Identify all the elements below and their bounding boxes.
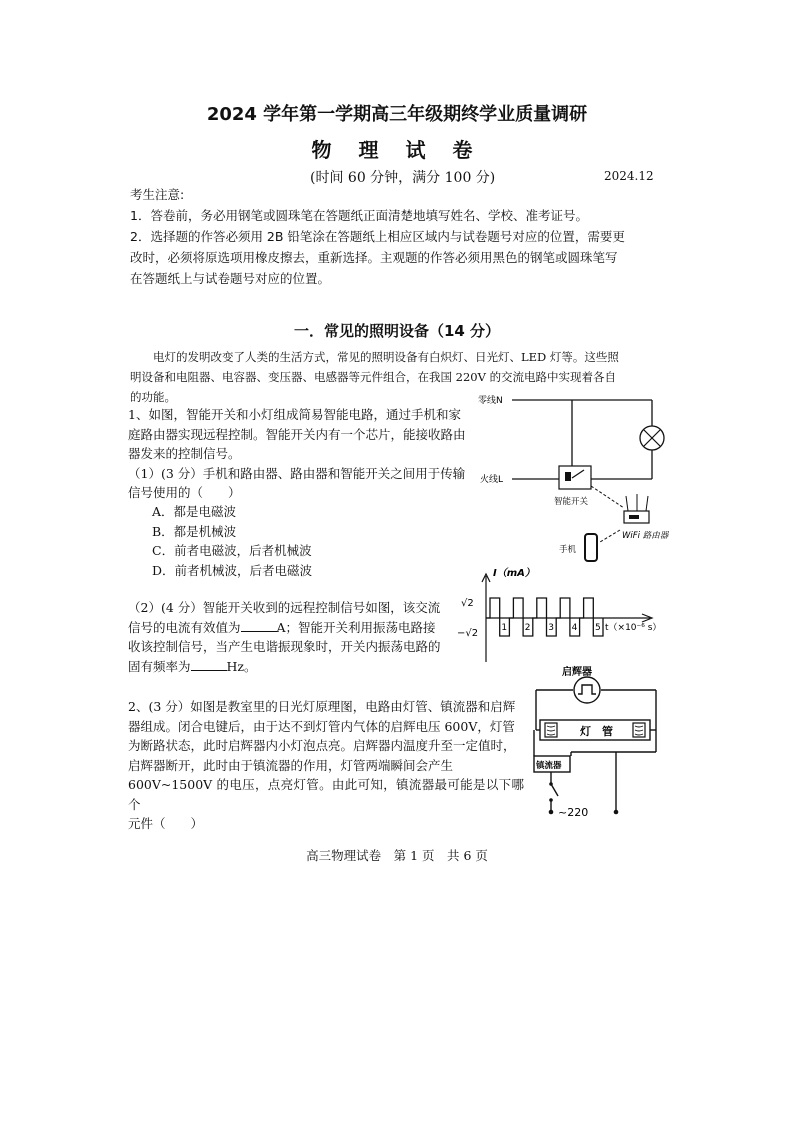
x-tick-label: 4 — [571, 623, 578, 633]
intro-line: 电灯的发明改变了人类的生活方式，常见的照明设备有白炽灯、日光灯、LED 灯等。这些照 — [153, 350, 619, 364]
control-signal-waveform — [455, 566, 680, 666]
stem-line: 1、如图，智能开关和小灯组成简易智能电路，通过手机和家 — [128, 407, 461, 422]
sub-question-2-text: 信号的电流有效值为 — [128, 619, 241, 635]
sub-question-1-cont: 信号使用的（ ） — [128, 485, 241, 500]
sub-question-2-text: 固有频率为 — [128, 658, 191, 674]
option-c[interactable]: C．前者电磁波，后者机械波 — [152, 543, 312, 558]
router-label: WiFi 路由器 — [622, 531, 669, 541]
sub-question-2-line: 收该控制信号，当产生电谐振现象时，开关内振荡电路的 — [128, 639, 441, 654]
option-b[interactable]: B．都是机械波 — [152, 523, 237, 539]
terminal-dot-right — [614, 810, 619, 815]
power-source-label: ~220 — [558, 806, 589, 819]
x-axis-label: t（×10⁻⁶ s） — [605, 623, 662, 633]
x-tick-label: 2 — [524, 623, 531, 633]
phone-label: 手机 — [559, 545, 577, 555]
terminal-dot-left — [549, 810, 554, 815]
sub-question-2-line: （2）(4 分）智能开关收到的远程控制信号如图，该交流 — [128, 600, 441, 615]
sub-question-2-text: Hz。 — [226, 658, 257, 674]
notice-line: 1．答卷前，务必用钢笔或圆珠笔在答题纸正面清楚地填写姓名、学校、准考证号。 — [130, 208, 588, 223]
q2-line: 元件（ ） — [128, 816, 204, 831]
notice-heading: 考生注意: — [130, 187, 185, 202]
x-tick-label: 3 — [548, 623, 554, 633]
phone-icon — [585, 534, 597, 561]
x-tick-label: 1 — [501, 623, 508, 633]
y-negative-label: −√2 — [457, 628, 479, 639]
y-axis-label: I（mA） — [493, 568, 535, 579]
sub-question-2-text: A；智能开关利用振荡电路接 — [276, 619, 436, 635]
starter-label: 启辉器 — [562, 667, 592, 678]
notice-line: 改时，必须将原选项用橡皮擦去，重新选择。主观题的作答必须用黑色的钢笔或圆珠笔写 — [130, 250, 618, 265]
y-positive-label: √2 — [461, 598, 474, 609]
notice-block — [130, 184, 670, 289]
q2-line: 器组成。闭合电键后，由于达不到灯管内气体的启辉电压 600V，灯管 — [128, 718, 515, 734]
question-1-options — [152, 502, 452, 580]
q2-line: 2、(3 分）如图是教室里的日光灯原理图，电路由灯管、镇流器和启辉 — [128, 699, 516, 714]
notice-line: 2．选择题的作答必须用 2B 铅笔涂在答题纸上相应区域内与试卷题号对应的位置，需要更 — [130, 229, 625, 244]
notice-line: 在答题纸上与试卷题号对应的位置。 — [130, 271, 331, 286]
smart-switch-icon — [559, 466, 591, 489]
section-title: 一．常见的照明设备（14 分） — [293, 322, 501, 340]
ballast-label: 镇流器 — [536, 761, 562, 771]
option-d[interactable]: D．前者机械波，后者电磁波 — [152, 562, 313, 578]
live-line-label: 火线L — [480, 475, 504, 485]
router-icon — [624, 494, 649, 523]
sub-question-2 — [128, 598, 458, 676]
lamp-icon — [640, 426, 664, 450]
q2-line: 为断路状态，此时启辉器内小灯泡点亮。启辉器内温度升至一定值时， — [128, 738, 516, 753]
exam-date: 2024.12 — [604, 169, 654, 183]
q2-line: 启辉器断开，此时由于镇流器的作用，灯管两端瞬间会产生 — [128, 757, 454, 773]
exam-title: 2024 学年第一学期高三年级期终学业质量调研 — [206, 104, 588, 125]
answer-blank-rms[interactable] — [241, 619, 277, 632]
power-switch-icon — [549, 782, 558, 802]
question-2 — [128, 697, 524, 834]
stem-line: 庭路由器实现远程控制。智能开关内有一个芯片，能接收路由 — [128, 426, 466, 442]
stem-line: 器发来的控制信号。 — [128, 446, 241, 461]
smart-switch-label: 智能开关 — [554, 497, 589, 507]
page-footer: 高三物理试卷 第 1 页 共 6 页 — [306, 848, 488, 863]
intro-line: 的功能。 — [130, 390, 176, 404]
x-tick-label: 5 — [595, 623, 601, 633]
fluorescent-lamp-circuit-diagram — [526, 662, 666, 824]
smart-switch-circuit-diagram — [474, 390, 684, 565]
question-1-stem — [128, 405, 508, 503]
lamp-tube-label: 灯 管 — [580, 725, 613, 738]
q2-line: 600V~1500V 的电压，点亮灯管。由此可知，镇流器最可能是以下哪个 — [128, 777, 524, 812]
option-a[interactable]: A．都是电磁波 — [152, 504, 237, 519]
neutral-line-label: 零线N — [478, 396, 503, 406]
exam-subtitle: (时间 60 分钟，满分 100 分) — [310, 170, 496, 186]
starter-icon — [574, 677, 600, 703]
subject-title: 物 理 试 卷 — [311, 138, 483, 162]
intro-line: 明设备和电阻器、电容器、变压器、电感器等元件组合，在我国 220V 的交流电路中实现着各自 — [130, 370, 617, 384]
sub-question-1: （1）(3 分）手机和路由器、路由器和智能开关之间用于传输 — [128, 465, 466, 481]
answer-blank-frequency[interactable] — [191, 658, 227, 671]
